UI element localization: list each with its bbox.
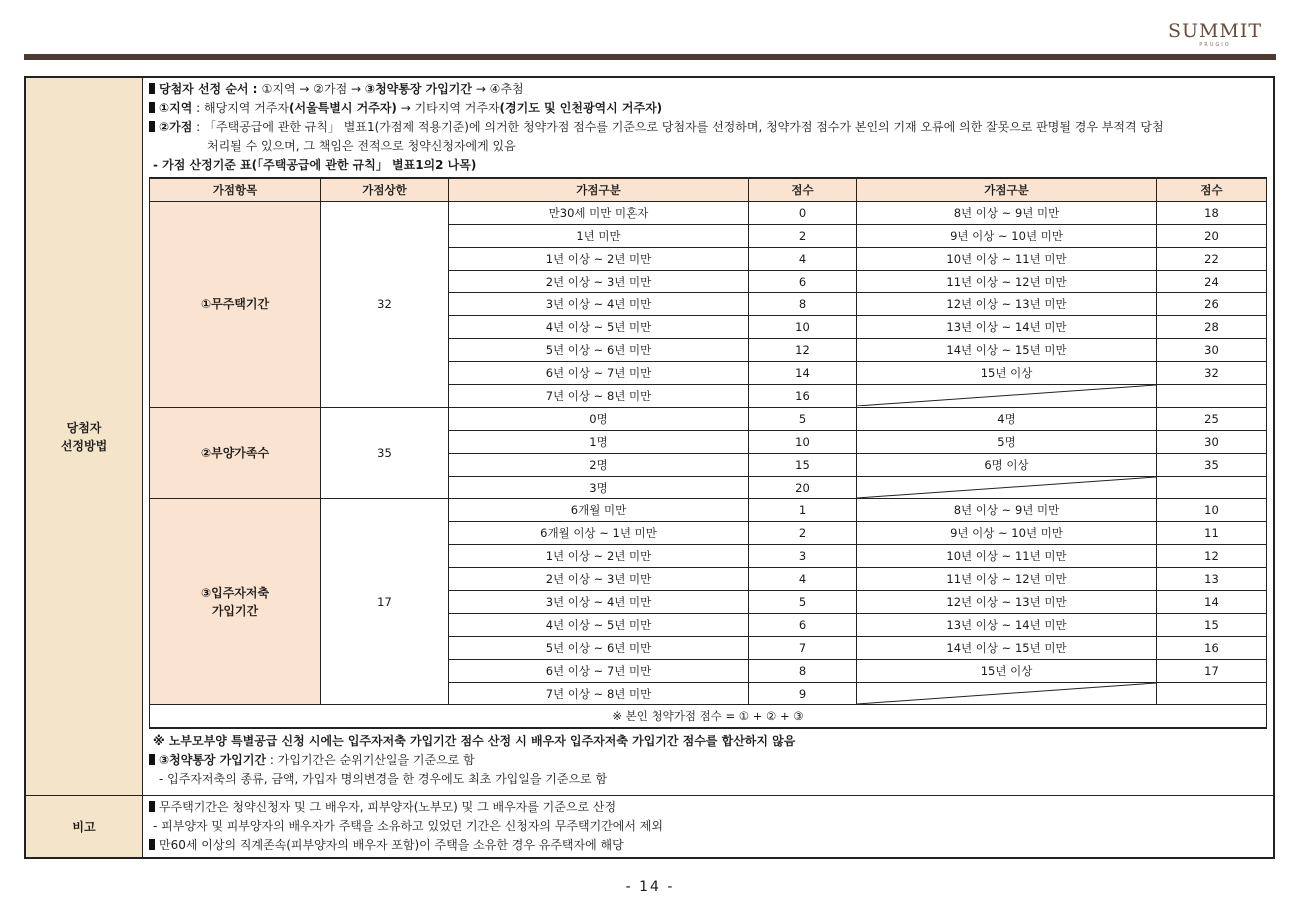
table-row	[150, 201, 1267, 224]
empty-points-cell	[1157, 385, 1267, 408]
category-left: 1년 미만	[449, 224, 749, 247]
points-right: 11	[1157, 522, 1267, 545]
header-points-2: 점수	[1157, 178, 1267, 201]
header-max: 가점상한	[321, 178, 449, 201]
label-line-2: 선정방법	[60, 438, 108, 453]
category-left: 6개월 이상 ~ 1년 미만	[449, 522, 749, 545]
category-left: 0명	[449, 407, 749, 430]
diagonal-slash-line	[857, 477, 1156, 498]
score-line-continued: 처리될 수 있으며, 그 책임은 전적으로 청약신청자에게 있음	[207, 139, 516, 153]
category-left: 6개월 미만	[449, 499, 749, 522]
points-left: 8	[749, 293, 857, 316]
category-left: 1년 이상 ~ 2년 미만	[449, 247, 749, 270]
points-left: 1	[749, 499, 857, 522]
category-right: 13년 이상 ~ 14년 미만	[857, 316, 1157, 339]
page-number: - 14 -	[625, 879, 675, 895]
category-right: 10년 이상 ~ 11년 미만	[857, 545, 1157, 568]
winner-selection-table	[24, 76, 1275, 859]
empty-slash-cell	[857, 476, 1157, 499]
selection-method-row	[25, 77, 1274, 796]
order-step3: ③청약통장 가입기간	[364, 82, 472, 96]
remark-line-3	[149, 836, 1267, 855]
category-left: 7년 이상 ~ 8년 미만	[449, 385, 749, 408]
bullet-square-icon	[149, 754, 155, 765]
category-left: 1년 이상 ~ 2년 미만	[449, 545, 749, 568]
score-title: ②가점	[159, 120, 193, 134]
points-left: 8	[749, 659, 857, 682]
logo-main-text: SUMMIT	[1167, 20, 1263, 42]
remark-line-2: - 피부양자 및 피부양자의 배우자가 주택을 소유하고 있었던 기간은 신청자의 무주택기간에서 제외	[153, 819, 663, 834]
points-right: 16	[1157, 636, 1267, 659]
category-right: 9년 이상 ~ 10년 미만	[857, 224, 1157, 247]
selection-method-content	[143, 77, 1275, 796]
region-text2: → 기타지역 거주자	[396, 101, 500, 115]
category-right: 9년 이상 ~ 10년 미만	[857, 522, 1157, 545]
category-left: 6년 이상 ~ 7년 미만	[449, 362, 749, 385]
points-right: 24	[1157, 270, 1267, 293]
category-right: 5명	[857, 430, 1157, 453]
header-category-2: 가점구분	[857, 178, 1157, 201]
remark-text-3: 만60세 이상의 직계존속(피부양자의 배우자 포함)이 주택을 소유한 경우 유주택자에 해당	[159, 838, 624, 853]
points-right: 28	[1157, 316, 1267, 339]
points-right: 30	[1157, 339, 1267, 362]
points-left: 15	[749, 453, 857, 476]
bullet-square-icon	[149, 102, 155, 113]
category-right: 14년 이상 ~ 15년 미만	[857, 339, 1157, 362]
account-text: : 가입기간은 순위기산일을 기준으로 함	[266, 753, 475, 768]
points-right: 26	[1157, 293, 1267, 316]
remarks-content	[143, 796, 1275, 859]
score-item-category: ②부양가족수	[150, 407, 321, 499]
points-left: 20	[749, 476, 857, 499]
order-steps: ①지역 → ②가점 →	[261, 82, 365, 96]
remark-text-1: 무주택기간은 청약신청자 및 그 배우자, 피부양자(노부모) 및 그 배우자를 기준으로 산정	[159, 800, 617, 815]
category-left: 2명	[449, 453, 749, 476]
category-left: 만30세 미만 미혼자	[449, 201, 749, 224]
score-max: 32	[321, 201, 449, 407]
category-left: 7년 이상 ~ 8년 미만	[449, 682, 749, 705]
points-left: 2	[749, 522, 857, 545]
category-left: 3년 이상 ~ 4년 미만	[449, 591, 749, 614]
table-row	[150, 407, 1267, 430]
points-right: 10	[1157, 499, 1267, 522]
region-bold1: (서울특별시 거주자)	[289, 101, 397, 115]
score-item-category: ①무주택기간	[150, 201, 321, 407]
points-left: 5	[749, 407, 857, 430]
points-left: 0	[749, 201, 857, 224]
category-left: 5년 이상 ~ 6년 미만	[449, 636, 749, 659]
points-left: 14	[749, 362, 857, 385]
score-max: 17	[321, 499, 449, 705]
label-line-1: 당첨자	[66, 420, 102, 435]
points-right: 13	[1157, 568, 1267, 591]
header-item: 가점항목	[150, 178, 321, 201]
category-right: 13년 이상 ~ 14년 미만	[857, 613, 1157, 636]
points-left: 4	[749, 568, 857, 591]
total-score-formula: ※ 본인 청약가점 점수 = ① + ② + ③	[150, 705, 1267, 728]
category-right: 8년 이상 ~ 9년 미만	[857, 201, 1157, 224]
score-table-body	[150, 201, 1267, 728]
category-left: 4년 이상 ~ 5년 미만	[449, 316, 749, 339]
category-right: 8년 이상 ~ 9년 미만	[857, 499, 1157, 522]
header-category: 가점구분	[449, 178, 749, 201]
points-left: 3	[749, 545, 857, 568]
account-sub-line: - 입주자저축의 종류, 금액, 가입자 명의변경을 한 경우에도 최초 가입일을 기준으로 함	[159, 772, 608, 787]
selection-order-line	[149, 80, 1267, 99]
score-table-title: - 가점 산정기준 표(「주택공급에 관한 규칙」 별표1의2 나목)	[153, 158, 477, 172]
score-table-header	[150, 178, 1267, 201]
category-left: 5년 이상 ~ 6년 미만	[449, 339, 749, 362]
points-right: 18	[1157, 201, 1267, 224]
region-title: ①지역	[159, 101, 193, 115]
score-max: 35	[321, 407, 449, 499]
category-right: 11년 이상 ~ 12년 미만	[857, 568, 1157, 591]
order-title: 당첨자 선정 순서 :	[159, 82, 262, 96]
header-points: 점수	[749, 178, 857, 201]
points-left: 2	[749, 224, 857, 247]
points-left: 9	[749, 682, 857, 705]
points-right: 35	[1157, 453, 1267, 476]
remark-line-1	[149, 798, 1267, 817]
category-right: 14년 이상 ~ 15년 미만	[857, 636, 1157, 659]
empty-points-cell	[1157, 476, 1267, 499]
category-left: 3년 이상 ~ 4년 미만	[449, 293, 749, 316]
points-right: 17	[1157, 659, 1267, 682]
diagonal-slash-line	[857, 385, 1156, 406]
table-row	[150, 499, 1267, 522]
summit-logo	[1160, 20, 1270, 48]
points-left: 12	[749, 339, 857, 362]
logo-sub-text: PRUGIO	[1199, 42, 1231, 48]
category-right: 4명	[857, 407, 1157, 430]
points-right: 20	[1157, 224, 1267, 247]
category-right: 12년 이상 ~ 13년 미만	[857, 293, 1157, 316]
account-title: ③청약통장 가입기간	[159, 753, 267, 768]
empty-slash-cell	[857, 682, 1157, 705]
points-left: 16	[749, 385, 857, 408]
bullet-square-icon	[149, 839, 155, 850]
empty-slash-cell	[857, 385, 1157, 408]
diagonal-slash-line	[857, 683, 1156, 704]
score-item-category	[150, 499, 321, 705]
remarks-label: 비고	[25, 796, 143, 859]
bullet-square-icon	[149, 801, 155, 812]
order-end: → ④추첨	[472, 82, 524, 96]
category-left: 4년 이상 ~ 5년 미만	[449, 613, 749, 636]
category-left: 2년 이상 ~ 3년 미만	[449, 568, 749, 591]
score-item-line-1: ③입주자저축	[200, 585, 270, 600]
points-right: 15	[1157, 613, 1267, 636]
category-right: 11년 이상 ~ 12년 미만	[857, 270, 1157, 293]
special-supply-note: ※ 노부모부양 특별공급 신청 시에는 입주자저축 가입기간 점수 산정 시 배우자 입주자저축 가입기간 점수를 합산하지 않음	[153, 734, 796, 749]
category-left: 1명	[449, 430, 749, 453]
points-right: 12	[1157, 545, 1267, 568]
header-divider-bar	[24, 54, 1276, 60]
points-left: 10	[749, 430, 857, 453]
points-left: 4	[749, 247, 857, 270]
category-right: 15년 이상	[857, 362, 1157, 385]
points-left: 5	[749, 591, 857, 614]
table-note-row	[150, 705, 1267, 728]
category-left: 3명	[449, 476, 749, 499]
region-bold2: (경기도 및 인천광역시 거주자)	[499, 101, 663, 115]
category-right: 15년 이상	[857, 659, 1157, 682]
selection-method-label	[25, 77, 143, 796]
category-left: 6년 이상 ~ 7년 미만	[449, 659, 749, 682]
remarks-row	[25, 796, 1274, 859]
points-left: 6	[749, 270, 857, 293]
category-right: 10년 이상 ~ 11년 미만	[857, 247, 1157, 270]
score-criteria-table	[149, 177, 1267, 729]
category-right: 6명 이상	[857, 453, 1157, 476]
region-line	[149, 99, 1267, 118]
category-left: 2년 이상 ~ 3년 미만	[449, 270, 749, 293]
score-item-line-2: 가입기간	[211, 603, 259, 618]
points-left: 7	[749, 636, 857, 659]
region-text1: : 해당지역 거주자	[192, 101, 289, 115]
score-line	[149, 118, 1267, 137]
points-right: 30	[1157, 430, 1267, 453]
points-right: 32	[1157, 362, 1267, 385]
empty-points-cell	[1157, 682, 1267, 705]
score-text: : 「주택공급에 관한 규칙」 별표1(가점제 적용기준)에 의거한 청약가점 점수를 기준으로 당첨자를 선정하며, 청약가점 점수가 본인의 기재 오류에 의한 잘못으로 판명될 경우 부적격 당첨	[192, 120, 1164, 134]
points-left: 6	[749, 613, 857, 636]
account-period-line	[149, 751, 1267, 770]
bullet-square-icon	[149, 83, 155, 94]
points-right: 22	[1157, 247, 1267, 270]
points-left: 10	[749, 316, 857, 339]
points-right: 14	[1157, 591, 1267, 614]
bullet-square-icon	[149, 121, 155, 132]
category-right: 12년 이상 ~ 13년 미만	[857, 591, 1157, 614]
points-right: 25	[1157, 407, 1267, 430]
